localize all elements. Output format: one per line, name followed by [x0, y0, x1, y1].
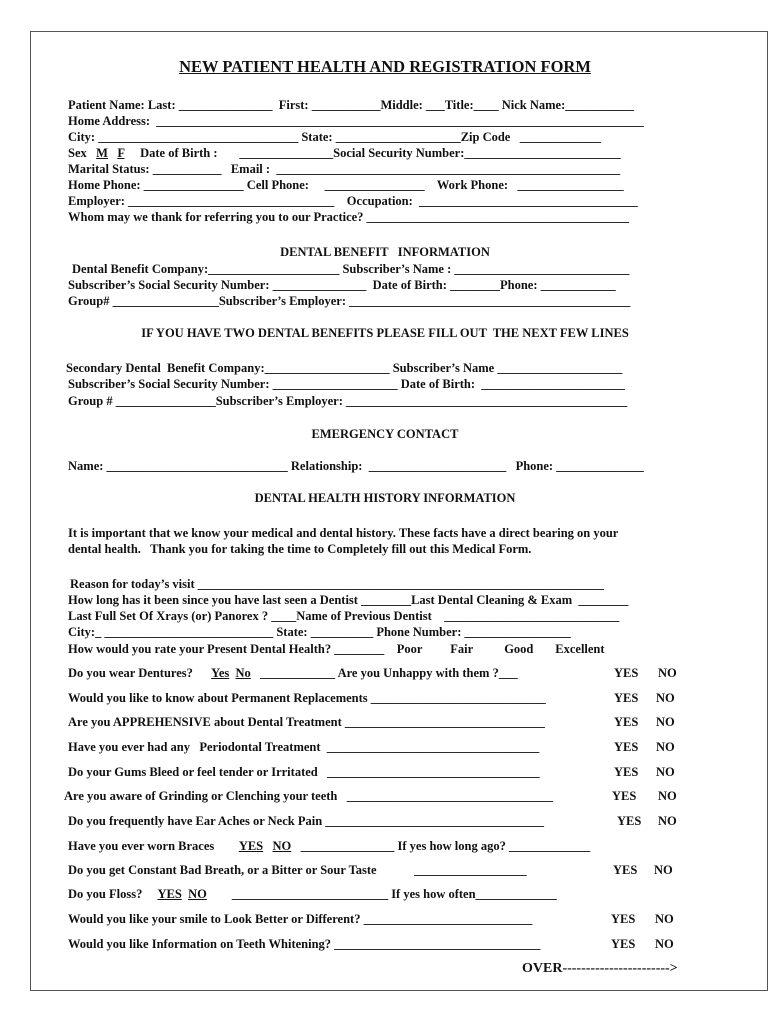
dentures-yes-answer[interactable]: YES	[614, 666, 639, 680]
history-intro-line-2: dental health. Thank you for taking the time to Completely fill out this Medical Form.	[68, 542, 532, 556]
periodontal-yes-answer[interactable]: YES	[614, 740, 639, 754]
bad-breath-question[interactable]: Do you get Constant Bad Breath, or a Bitter or Sour Taste __________________	[68, 863, 527, 877]
dentures-text: Do you wear Dentures?	[68, 666, 212, 680]
sex-m-option[interactable]: M	[96, 146, 108, 160]
periodontal-question[interactable]: Have you ever had any Periodontal Treatment __________________________________	[68, 740, 540, 754]
city-state-zip-line[interactable]: City: ________________________________ State: ____________________Zip Code _____________	[68, 130, 601, 144]
floss-question[interactable]	[68, 887, 557, 902]
braces-no-option[interactable]: NO	[272, 839, 292, 853]
grinding-yes-answer[interactable]: YES	[612, 789, 637, 803]
xrays-line[interactable]: Last Full Set Of Xrays (or) Panorex ? ____Name of Previous Dentist ____________________________	[68, 609, 620, 623]
marital-email-line[interactable]: Marital Status: ___________ Email : _______________________________________________________	[68, 162, 621, 176]
floss-no-option[interactable]: NO	[188, 887, 207, 901]
apprehensive-question[interactable]: Are you APPREHENSIVE about Dental Treatment ________________________________	[68, 715, 545, 729]
referral-line[interactable]: Whom may we thank for referring you to our Practice? __________________________________________	[68, 210, 630, 224]
braces-yes-option[interactable]: YES	[238, 839, 264, 853]
gums-yes-answer[interactable]: YES	[614, 765, 639, 779]
dentures-yes-option[interactable]: Yes	[211, 666, 230, 680]
sex-f-option[interactable]: F	[117, 146, 125, 160]
previous-dentist-city-line[interactable]: City:_ ___________________________ State: __________ Phone Number: _________________	[68, 625, 571, 639]
dental-history-heading: DENTAL HEALTH HISTORY INFORMATION	[254, 491, 516, 505]
dob-ssn-text: Date of Birth : _______________Social Security Number:_________________________	[124, 146, 621, 160]
permanent-replacements-question[interactable]: Would you like to know about Permanent Replacements ____________________________	[68, 691, 546, 705]
reason-visit-line[interactable]: Reason for today’s visit _________________________________________________________________	[70, 577, 605, 591]
benefit-group-line[interactable]: Group# _________________Subscriber’s Employer: _____________________________________________	[68, 294, 631, 308]
floss-text: Do you Floss?	[68, 887, 158, 901]
ear-aches-no-answer[interactable]: NO	[658, 814, 677, 828]
benefit-ssn-line[interactable]: Subscriber’s Social Security Number: _______________ Date of Birth: ________Phone: ____________	[68, 278, 616, 292]
emergency-contact-line[interactable]: Name: _____________________________ Relationship: ______________________ Phone: ______________	[68, 459, 644, 473]
gums-no-answer[interactable]: NO	[656, 765, 675, 779]
phones-line[interactable]: Home Phone: ________________ Cell Phone: ________________ Work Phone: _________________	[68, 178, 624, 192]
whitening-no-answer[interactable]: NO	[655, 937, 674, 951]
dentures-no-answer[interactable]: NO	[658, 666, 677, 680]
second-benefit-heading: IF YOU HAVE TWO DENTAL BENEFITS PLEASE FILL OUT THE NEXT FEW LINES	[141, 326, 629, 340]
dental-benefit-heading: DENTAL BENEFIT INFORMATION	[280, 245, 490, 259]
grinding-no-answer[interactable]: NO	[658, 789, 677, 803]
second-company-line[interactable]: Secondary Dental Benefit Company:____________________ Subscriber’s Name ____________________	[66, 361, 623, 375]
smile-yes-answer[interactable]: YES	[611, 912, 636, 926]
braces-text: Have you ever worn Braces	[68, 839, 239, 853]
grinding-question[interactable]: Are you aware of Grinding or Clenching your teeth _________________________________	[64, 789, 554, 803]
sex-label: Sex	[68, 146, 97, 160]
smile-no-answer[interactable]: NO	[655, 912, 674, 926]
dentures-unhappy-text: ____________ Are you Unhappy with them ?___	[250, 666, 518, 680]
rate-dental-health-line[interactable]: How would you rate your Present Dental Health? ________ Poor Fair Good Excellent	[68, 642, 605, 656]
gums-question[interactable]: Do your Gums Bleed or feel tender or Irritated __________________________________	[68, 765, 540, 779]
employer-occupation-line[interactable]: Employer: _________________________________ Occupation: ___________________________________	[68, 194, 638, 208]
permanent-yes-answer[interactable]: YES	[614, 691, 639, 705]
floss-how-often-text: _________________________ If yes how often_____________	[206, 887, 557, 901]
dentures-no-option[interactable]: No	[235, 666, 251, 680]
sex-dob-ssn-line[interactable]	[68, 146, 621, 161]
whitening-question[interactable]: Would you like Information on Teeth Whitening? _________________________________	[68, 937, 541, 951]
second-group-line[interactable]: Group # ________________Subscriber’s Employer: _____________________________________________	[68, 394, 628, 408]
benefit-company-line[interactable]: Dental Benefit Company:_____________________ Subscriber’s Name : ____________________________	[72, 262, 630, 276]
emergency-heading: EMERGENCY CONTACT	[311, 427, 459, 441]
patient-name-line[interactable]: Patient Name: Last: _______________ First: ___________Middle: ___Title:____ Nick Name:___________	[68, 98, 635, 112]
form-title: NEW PATIENT HEALTH AND REGISTRATION FORM	[179, 57, 591, 76]
apprehensive-yes-answer[interactable]: YES	[614, 715, 639, 729]
second-ssn-line[interactable]: Subscriber’s Social Security Number: ____________________ Date of Birth: _______________________	[68, 377, 626, 391]
ear-aches-question[interactable]: Do you frequently have Ear Aches or Neck Pain ___________________________________	[68, 814, 545, 828]
whitening-yes-answer[interactable]: YES	[611, 937, 636, 951]
apprehensive-no-answer[interactable]: NO	[656, 715, 675, 729]
smile-question[interactable]: Would you like your smile to Look Better or Different? ___________________________	[68, 912, 533, 926]
floss-yes-option[interactable]: YES	[157, 887, 182, 901]
braces-question[interactable]	[68, 839, 590, 854]
ear-aches-yes-answer[interactable]: YES	[617, 814, 642, 828]
bad-breath-no-answer[interactable]: NO	[654, 863, 673, 877]
braces-how-long-text: _______________ If yes how long ago? _____________	[291, 839, 591, 853]
permanent-no-answer[interactable]: NO	[656, 691, 675, 705]
over-indicator: OVER----------------------->	[522, 961, 678, 976]
bad-breath-yes-answer[interactable]: YES	[613, 863, 638, 877]
home-address-line[interactable]: Home Address: ______________________________________________________________________________	[68, 114, 644, 128]
periodontal-no-answer[interactable]: NO	[656, 740, 675, 754]
history-intro-line-1: It is important that we know your medical and dental history. These facts have a direct bearing on your	[68, 526, 619, 540]
dentures-question[interactable]	[68, 666, 518, 681]
last-seen-dentist-line[interactable]: How long has it been since you have last seen a Dentist ________Last Dental Cleaning & Exam ________	[68, 593, 629, 607]
